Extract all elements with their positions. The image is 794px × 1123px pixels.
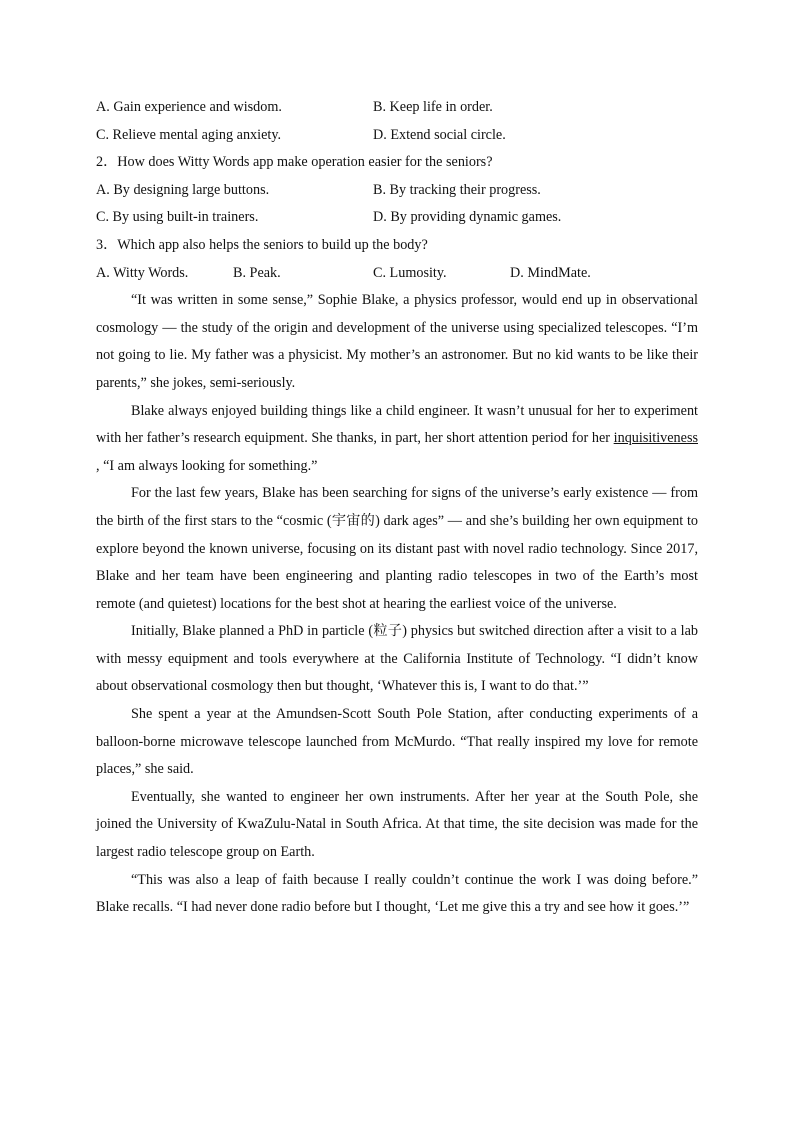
passage-paragraph-1: “It was written in some sense,” Sophie Blake, a physics professor, would end up in observational cosmology — the study of the origin and development of the universe using specialized telescopes. “I’m not going to lie. My father was a physicist. My mother’s an astronomer. But no kid wants to be like their parents,” she jokes, semi-seriously. [96, 292, 698, 391]
q1-options-row-2 [96, 122, 698, 150]
q2-options-row-1 [96, 177, 698, 205]
q3-stem: 3．Which app also helps the seniors to build up the body? [96, 236, 428, 253]
paragraph-2-text-end: , “I am always looking for something.” [96, 457, 318, 474]
passage-paragraph-6: Eventually, she wanted to engineer her own instruments. After her year at the South Pole, she joined the University of KwaZulu-Natal in South Africa. At that time, the site decision was made for the largest radio telescope group on Earth. [96, 788, 698, 861]
passage-paragraph-7: “This was also a leap of faith because I really couldn’t continue the work I was doing before.” Blake recalls. “I had never done radio before but I thought, ‘Let me give this a try and see how it goes.’” [96, 871, 698, 916]
underlined-word: inquisitiveness [613, 430, 698, 447]
q3-option-c: C. Lumosity. [373, 264, 447, 281]
q1-option-d: D. Extend social circle. [373, 126, 506, 143]
q3-option-a: A. Witty Words. [96, 264, 189, 281]
q3-option-b: B. Peak. [233, 264, 281, 281]
passage-paragraph-4: Initially, Blake planned a PhD in particle (粒子) physics but switched direction after a visit to a lab with messy equipment and tools everywhere at the California Institute of Technology. “I didn’t know about observational cosmology then but thought, ‘Whatever this is, I want to do that.’” [96, 623, 698, 695]
q3-option-d: D. MindMate. [510, 264, 591, 281]
passage-paragraph-3: For the last few years, Blake has been searching for signs of the universe’s early existence — from the birth of the first stars to the “cosmic (宇宙的) dark ages” — and she’s building her own equipment to explore beyond the known universe, focusing on its distant past with novel radio technology. Since 2017, Blake and her team have been engineering and planting radio telescopes in two of the Earth’s most remote (and quietest) locations for the best shot at hearing the earliest voice of the universe. [96, 485, 698, 612]
q2-option-a: A. By designing large buttons. [96, 181, 270, 198]
q1-option-a: A. Gain experience and wisdom. [96, 99, 282, 115]
q1-options-row-1 [96, 94, 698, 122]
q2-stem: 2．How does Witty Words app make operation easier for the seniors? [96, 154, 493, 171]
q3-options-row [96, 260, 698, 288]
q2-options-row-2 [96, 204, 698, 232]
q1-option-b: B. Keep life in order. [373, 99, 493, 115]
q2-option-b: B. By tracking their progress. [373, 181, 541, 198]
paragraph-2-text-start: Blake always enjoyed building things like a child engineer. It wasn’t unusual for her to experiment with her father’s research equipment. She thanks, in part, her short attention period for her [96, 402, 698, 447]
page-content [96, 94, 698, 922]
q2-option-d: D. By providing dynamic games. [373, 209, 562, 226]
passage-paragraph-5: She spent a year at the Amundsen-Scott South Pole Station, after conducting experiments of a balloon-borne microwave telescope launched from McMurdo. “That really inspired my love for remote places,” she said. [96, 706, 698, 778]
q1-option-c: C. Relieve mental aging anxiety. [96, 126, 282, 143]
q2-option-c: C. By using built-in trainers. [96, 209, 259, 226]
passage-paragraph-2 [96, 398, 698, 481]
